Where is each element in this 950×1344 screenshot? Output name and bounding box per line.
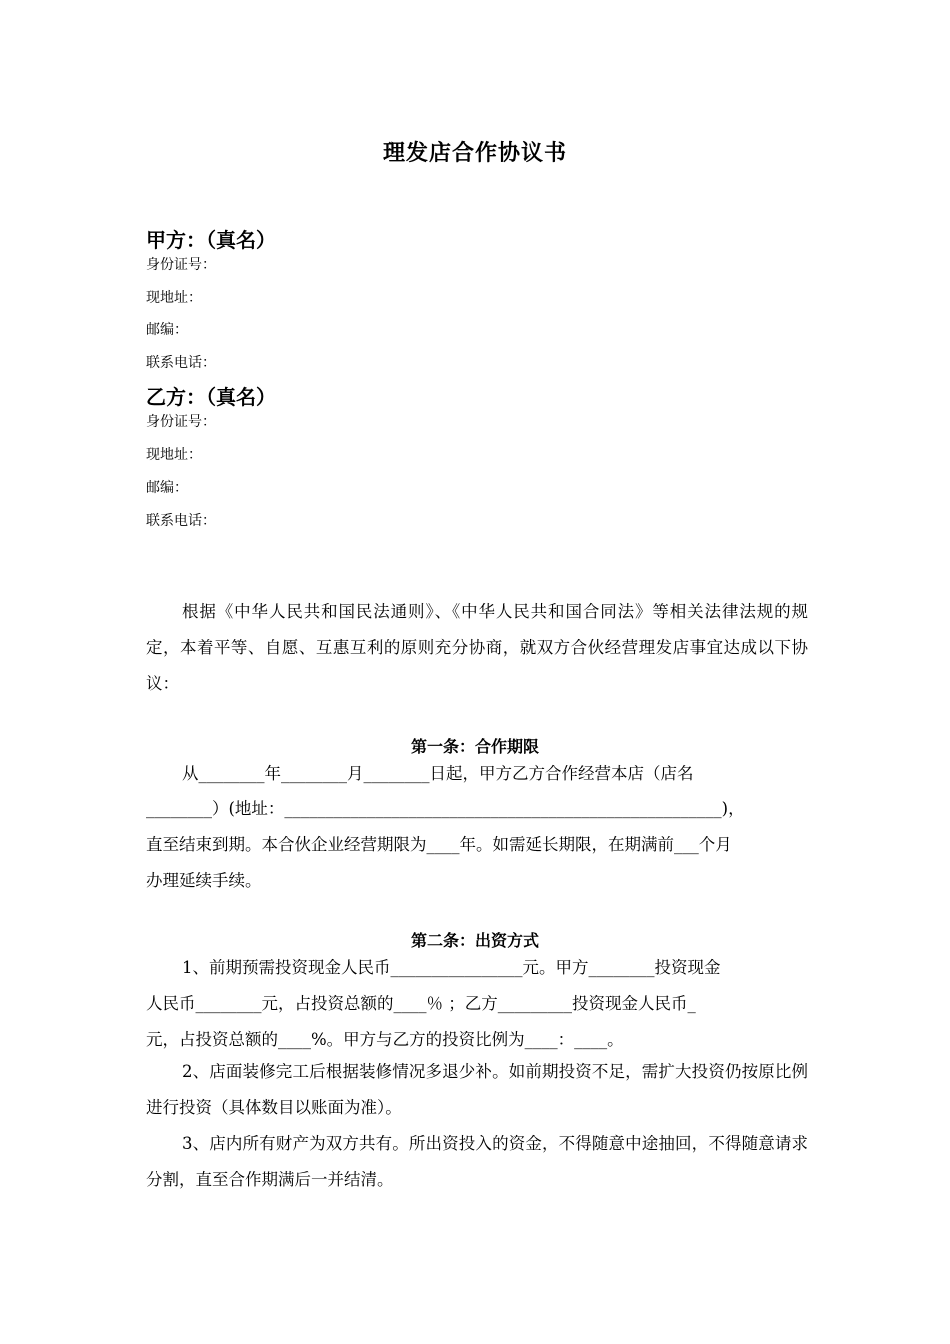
article-2-title: 第二条：出资方式 — [410, 931, 539, 950]
article-2-item-1-line-3: 元，占投资总额的____%。甲方与乙方的投资比例为____：____。 — [146, 1030, 624, 1049]
party-b-phone-label: 联系电话： — [146, 513, 216, 529]
party-b-id-label: 身份证号： — [146, 414, 216, 430]
party-a-phone-label: 联系电话： — [146, 355, 216, 371]
article-1-line-2: ________）(地址：_____________________________________________________)， — [146, 799, 745, 818]
article-1-title: 第一条：合作期限 — [410, 737, 539, 756]
party-b-heading: 乙方：（真名） — [146, 385, 276, 409]
party-b-address-label: 现地址： — [146, 447, 202, 463]
party-b-postcode-label: 邮编： — [146, 480, 188, 496]
article-2-item-1-line-2: 人民币________元，占投资总额的____％ ；乙方_________投资现金人民币_ — [146, 994, 696, 1013]
article-1-line-3: 直至结束到期。本合伙企业经营期限为____年。如需延长期限，在期满前___个月 — [146, 835, 732, 854]
document-title: 理发店合作协议书 — [382, 141, 567, 166]
party-a-address-label: 现地址： — [146, 290, 202, 306]
article-1-line-4: 办理延续手续。 — [146, 871, 262, 890]
article-2-item-2: 2、店面装修完工后根据装修情况多退少补。如前期投资不足，需扩大投资仍按原比例进行投资（具体数目以账面为准）。 — [146, 1062, 808, 1117]
party-a-postcode-label: 邮编： — [146, 322, 188, 338]
article-2-item-1-line-1: 1、前期预需投资现金人民币________________元。甲方________投资现金 — [182, 958, 721, 977]
article-2-item-3: 3、店内所有财产为双方共有。所出资投入的资金，不得随意中途抽回，不得随意请求分割，直至合作期满后一并结清。 — [146, 1134, 808, 1189]
party-a-id-label: 身份证号： — [146, 257, 216, 273]
party-a-heading: 甲方：（真名） — [146, 228, 276, 252]
article-1-line-1: 从________年________月________日起，甲方乙方合作经营本店（店名 — [182, 764, 694, 783]
preamble-paragraph: 根据《中华人民共和国民法通则》、《中华人民共和国合同法》等相关法律法规的规定，本着平等、自愿、互惠互利的原则充分协商，就双方合伙经营理发店事宜达成以下协议： — [146, 602, 808, 693]
